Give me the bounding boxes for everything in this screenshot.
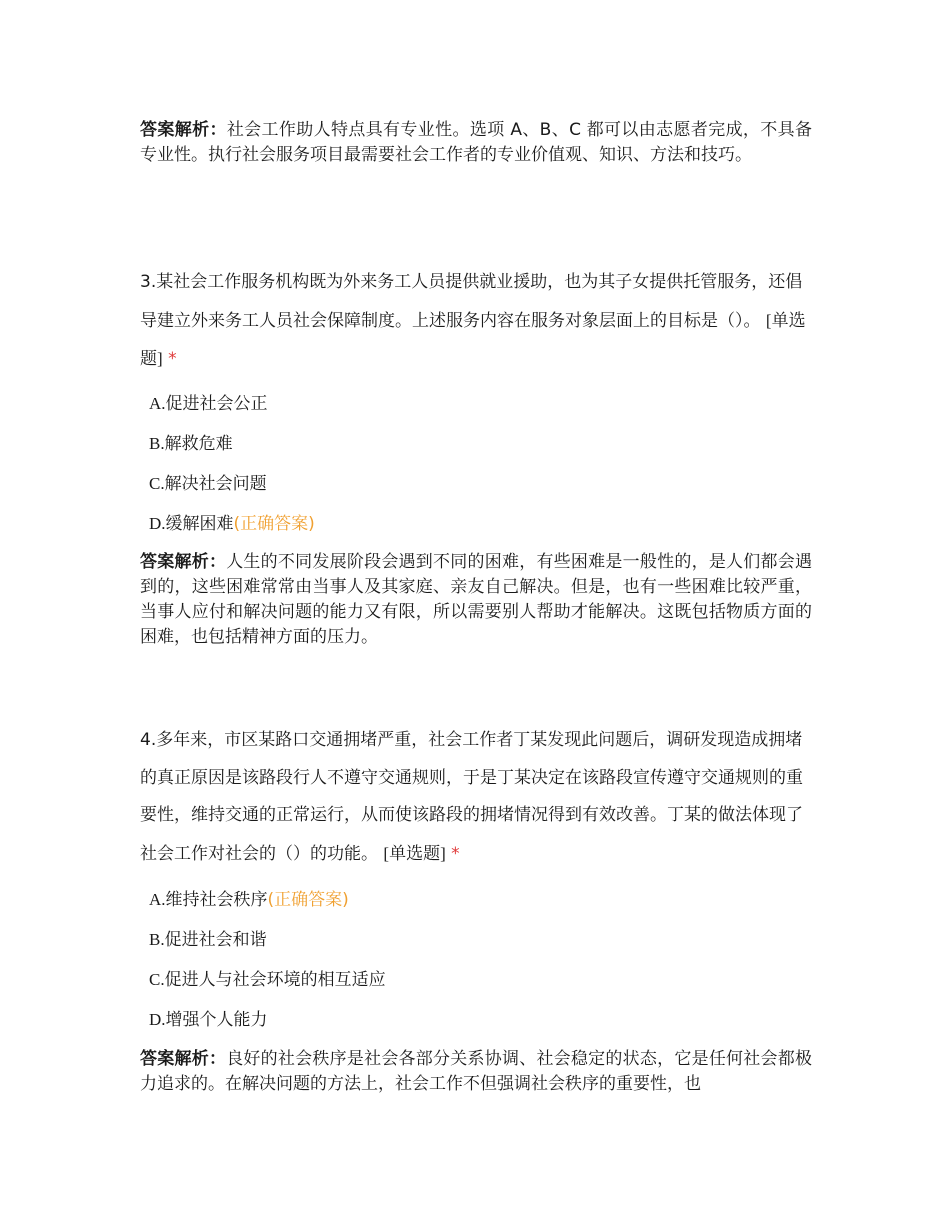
option-letter: B.: [149, 434, 165, 453]
option-d[interactable]: [149, 504, 809, 544]
answer-analysis-q3: [140, 550, 812, 650]
option-c[interactable]: [149, 960, 809, 1000]
analysis-label: 答案解析：: [140, 120, 227, 140]
analysis-text: 良好的社会秩序是社会各部分关系协调、社会稳定的状态，它是任何社会都极力追求的。在解决问题的方法上，社会工作不但强调社会秩序的重要性，也: [140, 1049, 813, 1094]
answer-analysis-q4: [140, 1047, 812, 1097]
question-text: 3.某社会工作服务机构既为外来务工人员提供就业援助，也为其子女提供托管服务，还倡导建立外来务工人员社会保障制度。上述服务内容在服务对象层面上的目标是（）。: [140, 272, 803, 331]
analysis-label: 答案解析：: [140, 552, 227, 572]
option-letter: C.: [149, 970, 165, 989]
option-d[interactable]: [149, 1000, 809, 1040]
option-text: 促进人与社会环境的相互适应: [164, 970, 386, 990]
option-text: 维持社会秩序: [165, 890, 268, 910]
option-letter: D.: [149, 514, 166, 533]
question-4-stem: [140, 722, 812, 873]
option-text: 解决社会问题: [164, 474, 267, 494]
question-4-options: [149, 880, 809, 1040]
option-letter: B.: [149, 930, 165, 949]
question-3-stem: [140, 264, 812, 379]
option-text: 缓解困难: [165, 514, 234, 534]
option-text: 促进社会公正: [165, 394, 268, 414]
option-b[interactable]: [149, 424, 809, 464]
required-mark: *: [168, 349, 177, 369]
option-letter: D.: [149, 1010, 166, 1029]
question-text: 4.多年来，市区某路口交通拥堵严重，社会工作者丁某发现此问题后，调研发现造成拥堵的真正原因是该路段行人不遵守交通规则，于是丁某决定在该路段宣传遵守交通规则的重要性，维持交通的正常运行，从而使该路段的拥堵情况得到有效改善。丁某的做法体现了社会工作对社会的（）的功能。: [140, 730, 803, 864]
option-text: 解救危难: [164, 434, 233, 454]
question-3-options: [149, 384, 809, 544]
option-a[interactable]: [149, 880, 809, 920]
option-text: 促进社会和谐: [164, 930, 267, 950]
correct-answer-tag: (正确答案): [233, 514, 315, 534]
option-c[interactable]: [149, 464, 809, 504]
question-type: [单选题]: [140, 310, 806, 368]
analysis-text: 人生的不同发展阶段会遇到不同的困难，有些困难是一般性的，是人们都会遇到的，这些困难常常由当事人及其家庭、亲友自己解决。但是，也有一些困难比较严重，当事人应付和解决问题的能力又有限，所以需要别人帮助才能解决。这既包括物质方面的困难，也包括精神方面的压力。: [140, 552, 813, 647]
option-letter: A.: [149, 890, 166, 909]
required-mark: *: [451, 843, 460, 864]
option-a[interactable]: [149, 384, 809, 424]
correct-answer-tag: (正确答案): [267, 890, 349, 910]
option-letter: C.: [149, 474, 165, 493]
analysis-text: 社会工作助人特点具有专业性。选项 A、B、C 都可以由志愿者完成，不具备专业性。执行社会服务项目最需要社会工作者的专业价值观、知识、方法和技巧。: [140, 120, 813, 165]
option-b[interactable]: [149, 920, 809, 960]
option-letter: A.: [149, 394, 166, 413]
answer-analysis-q2: [140, 118, 812, 168]
question-type: [单选题]: [383, 843, 446, 863]
analysis-label: 答案解析：: [140, 1049, 227, 1069]
option-text: 增强个人能力: [165, 1010, 268, 1030]
